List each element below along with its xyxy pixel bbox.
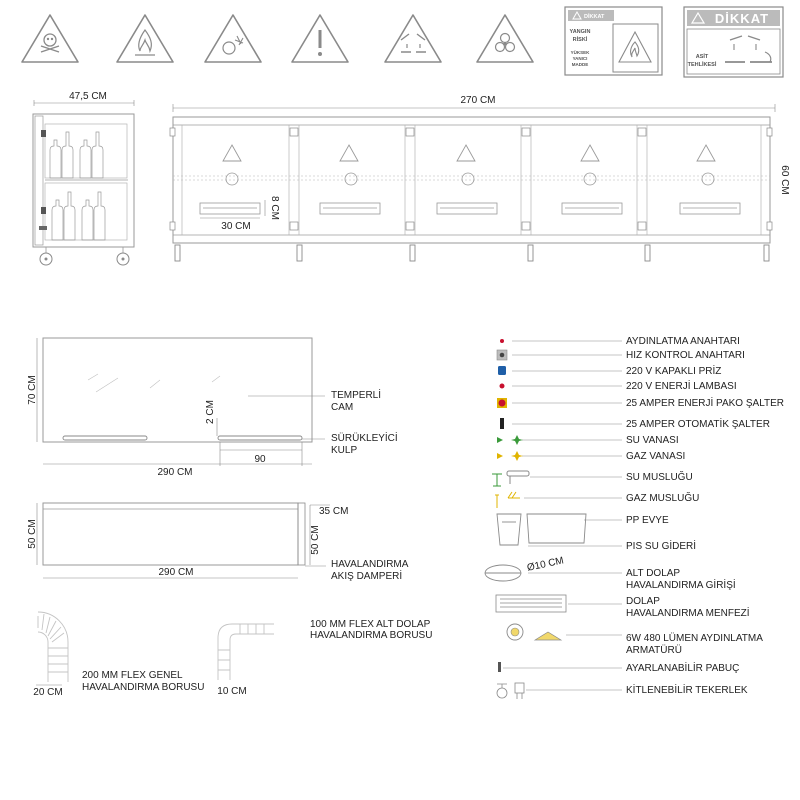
dikkat-fire-line3: YÜKSEK [570,50,590,55]
dikkat-acid-sign [684,7,783,77]
dikkat-fire-line2: RİSKİ [572,37,588,43]
legend-label-12b: HAVALANDIRMA GİRİŞİ [626,580,736,591]
front-height-label: 60 CM [779,165,790,195]
dikkat-acid-line1: ASİT [695,54,709,60]
energy-lamp-icon [500,384,505,389]
legend-label-7: GAZ VANASI [626,451,686,462]
damper-label-1: HAVALANDIRMA [331,559,409,570]
vent-height-label: 8 CM [269,196,280,220]
legend-label-5: 25 AMPER OTOMATİK ŞALTER [626,419,770,430]
hood-depth-label: 35 CM [319,506,349,517]
side-width-label: 47,5 CM [69,91,107,102]
legend-label-1: HIZ KONTROL ANAHTARI [626,350,745,361]
legend-label-14b: ARMATÜRÜ [626,645,682,656]
legend-label-0: AYDINLATMA ANAHTARI [626,336,740,347]
hood-box-view [27,503,409,582]
legend-label-3: 220 V ENERJİ LAMBASI [626,381,737,392]
legend-label-15: AYARLANABİLİR PABUÇ [626,663,740,674]
hood-height-label: 50 CM [27,519,38,549]
glass-panel-view [27,338,398,478]
small-duct-dim: 10 CM [217,686,247,697]
flame-icon [619,32,651,62]
small-flex-duct-icon [218,624,274,680]
handle-label-1: SÜRÜKLEYİCİ [331,433,398,444]
handle-gap-label: 2 CM [205,400,216,424]
glass-height-label: 70 CM [27,375,38,405]
small-duct-label-2: HAVALANDIRMA BORUSU [310,630,433,641]
legend-label-2: 220 V KAPAKLI PRİZ [626,366,722,377]
door-hazard-icons [223,145,715,161]
side-view [33,91,134,265]
legend-label-14: 6W 480 LÜMEN AYDINLATMA [626,633,763,644]
gas-valve-icon [497,451,523,461]
flame-icon [117,15,173,62]
damper-height-label: 50 CM [310,525,321,555]
door-vent-grilles [200,203,740,214]
sink-icon [497,514,586,545]
lighting-fixture-icon [507,624,561,640]
explosive-icon [205,15,261,62]
corrosive-icon [697,145,715,161]
tempered-glass-label-2: CAM [331,402,354,413]
exclamation-icon [581,145,599,161]
legend-label-10: PP EVYE [626,515,669,526]
lockable-wheel-icon [497,683,524,699]
adjustable-foot-icon [498,662,501,672]
front-feet [175,245,769,261]
pako-switch-icon [497,398,507,408]
skull-crossbones-icon [22,15,78,62]
legend-label-16: KİTLENEBİLİR TEKERLEK [626,685,748,696]
glass-width-label: 290 CM [157,467,193,478]
tempered-glass-label-1: TEMPERLİ [331,390,382,401]
corrosive-icon [725,36,772,62]
legend-label-4: 25 AMPER ENERJİ PAKO ŞALTER [626,398,785,409]
speed-control-icon [497,350,507,360]
front-view [170,95,790,261]
lighting-switch-icon [500,339,504,343]
dikkat-fire-line4: YANICI [572,56,588,61]
wheel-right [117,247,129,265]
legend-label-12: ALT DOLAP [626,568,681,579]
vent-width-label: 30 CM [221,221,251,232]
legend-label-13b: HAVALANDIRMA MENFEZİ [626,608,750,619]
damper-label-2: AKIŞ DAMPERİ [331,571,403,582]
bottle-group [50,132,105,240]
large-flex-duct-icon [38,612,68,682]
drain-dim-label: Ø10 CM [526,555,565,574]
wheel-left [40,247,52,265]
ducts [33,612,432,698]
automatic-breaker-icon [500,418,504,429]
legend-label-8: SU MUSLUĞU [626,472,693,483]
biohazard-icon [477,15,533,62]
exclamation-icon [292,15,348,62]
dikkat-fire-line5: MADDE [571,62,589,67]
hazard-signs-row [22,7,783,77]
skull-crossbones-icon [223,145,241,161]
large-duct-dim: 20 CM [33,687,63,698]
gas-faucet-icon [495,492,520,508]
flame-icon [340,145,358,161]
legend-label-6: SU VANASI [626,435,679,446]
large-duct-label-2: HAVALANDIRMA BORUSU [82,682,205,693]
dikkat-acid-header: DİKKAT [714,11,770,26]
corrosive-icon [385,15,441,62]
water-valve-icon [497,435,523,445]
front-width-label: 270 CM [460,95,496,106]
covered-socket-icon [498,366,506,375]
sliding-handle [63,436,302,440]
hood-width-label: 290 CM [158,567,194,578]
water-faucet-icon [492,471,529,486]
dikkat-fire-header: DİKKAT [584,14,605,20]
legend-label-11: PIS SU GİDERİ [626,541,697,552]
dikkat-acid-line2: TEHLİKESİ [687,62,717,68]
vent-grille-icon [496,595,566,612]
legend-label-9: GAZ MUSLUĞU [626,493,700,504]
drain-icon [485,565,521,581]
handle-label-2: KULP [331,445,358,456]
hinge-group [170,128,772,230]
handle-length-label: 90 [254,454,266,465]
legend [485,336,784,699]
dikkat-fire-sign [565,7,662,75]
legend-label-13: DOLAP [626,596,660,607]
explosive-icon [457,145,475,161]
small-duct-label-1: 100 MM FLEX ALT DOLAP [310,619,431,630]
large-duct-label-1: 200 MM FLEX GENEL [82,670,183,681]
dikkat-fire-line1: YANGIN [569,29,591,35]
